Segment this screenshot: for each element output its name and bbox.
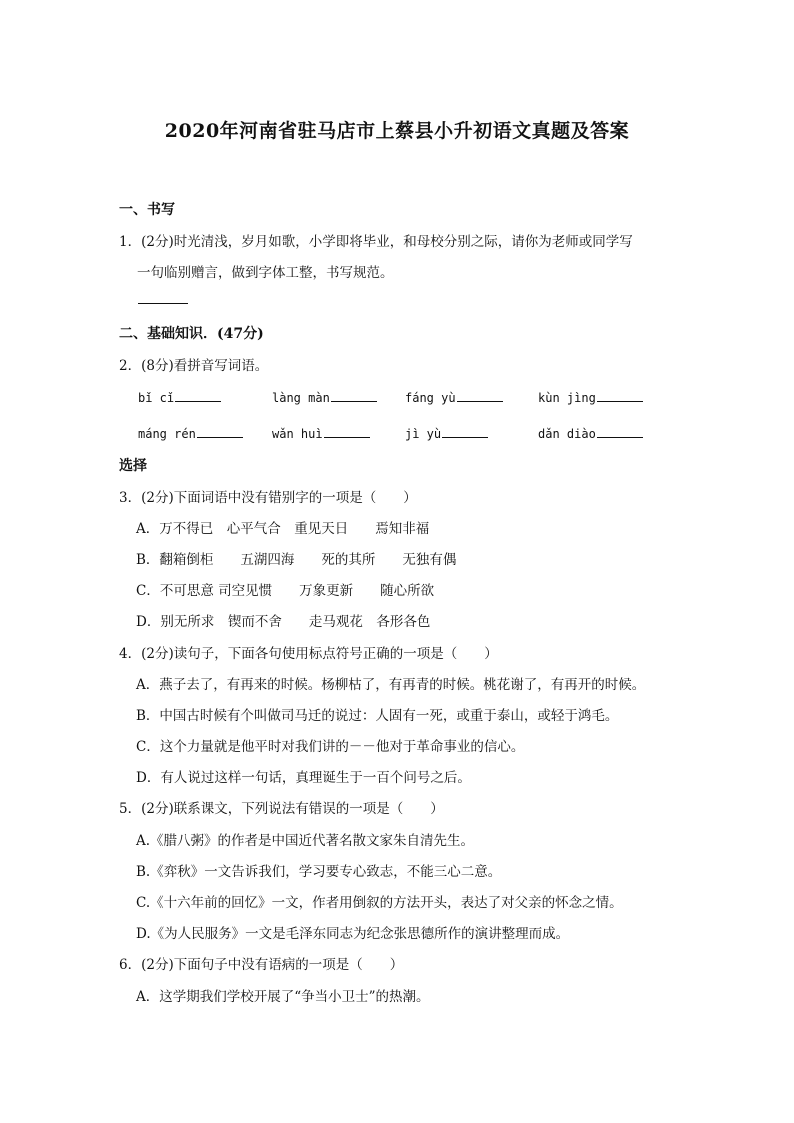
- option-d: D.《为人民服务》一文是毛泽东同志为纪念张思德所作的演讲整理而成。: [136, 926, 570, 942]
- question-6-stem: 6．(2分)下面句子中没有语病的一项是（ ）: [119, 957, 404, 973]
- option-c: C．这个力量就是他平时对我们讲的－－他对于革命事业的信心。: [136, 739, 525, 755]
- pinyin-item: bǐ cǐ: [138, 390, 221, 405]
- answer-blank: [442, 426, 488, 438]
- pinyin-item: jì yù: [405, 426, 488, 441]
- answer-blank: [138, 303, 188, 304]
- page-title: 2020年河南省驻马店市上蔡县小升初语文真题及答案: [164, 120, 630, 142]
- option-d: D．有人说过这样一句话，真理诞生于一百个问号之后。: [136, 770, 471, 786]
- question-2-stem: 2．(8分)看拼音写词语。: [119, 358, 269, 374]
- option-b: B．翻箱倒柜 五湖四海 死的其所 无独有偶: [136, 552, 457, 568]
- option-c: C.《十六年前的回忆》一文，作者用倒叙的方法开头，表达了对父亲的怀念之情。: [136, 895, 623, 911]
- option-a: A.《腊八粥》的作者是中国近代著名散文家朱自清先生。: [136, 833, 475, 849]
- question-1-line-2: 一句临别赠言，做到字体工整，书写规范。: [137, 265, 394, 281]
- answer-blank: [597, 426, 643, 438]
- answer-blank: [457, 390, 503, 402]
- option-a: A．这学期我们学校开展了“争当小卫士”的热潮。: [136, 989, 430, 1005]
- pinyin-item: dǎn diào: [538, 426, 643, 441]
- pinyin-item: fáng yù: [405, 390, 503, 405]
- section-heading-choice: 选择: [119, 458, 147, 474]
- question-1-line-1: 1．(2分)时光清浅，岁月如歌，小学即将毕业，和母校分别之际，请你为老师或同学写: [119, 234, 633, 250]
- pinyin-item: kùn jìng: [538, 390, 643, 405]
- option-d: D．别无所求 锲而不舍 走马观花 各形各色: [136, 614, 431, 630]
- answer-blank: [597, 390, 643, 402]
- pinyin-item: làng màn: [272, 390, 377, 405]
- section-heading-writing: 一、书写: [119, 202, 175, 218]
- question-5-stem: 5．(2分)联系课文，下列说法有错误的一项是（ ）: [119, 801, 444, 817]
- answer-blank: [331, 390, 377, 402]
- option-a: A．万不得已 心平气合 重见天日 焉知非福: [136, 521, 430, 537]
- option-b: B．中国古时候有个叫做司马迁的说过：人固有一死，或重于泰山，或轻于鸿毛。: [136, 708, 619, 724]
- pinyin-item: máng rén: [138, 426, 243, 441]
- option-a: A．燕子去了，有再来的时候。杨柳枯了，有再青的时候。桃花谢了，有再开的时候。: [136, 677, 646, 693]
- answer-blank: [197, 426, 243, 438]
- question-4-stem: 4．(2分)读句子，下面各句使用标点符号正确的一项是（ ）: [119, 646, 498, 662]
- section-heading-basics: 二、基础知识．(47分): [119, 326, 264, 342]
- answer-blank: [175, 390, 221, 402]
- question-3-stem: 3．(2分)下面词语中没有错别字的一项是（ ）: [119, 490, 417, 506]
- answer-blank: [324, 426, 370, 438]
- option-c: C．不可思意 司空见惯 万象更新 随心所欲: [136, 583, 435, 599]
- pinyin-item: wǎn huì: [272, 426, 370, 441]
- option-b: B.《弈秋》一文告诉我们，学习要专心致志，不能三心二意。: [136, 864, 502, 880]
